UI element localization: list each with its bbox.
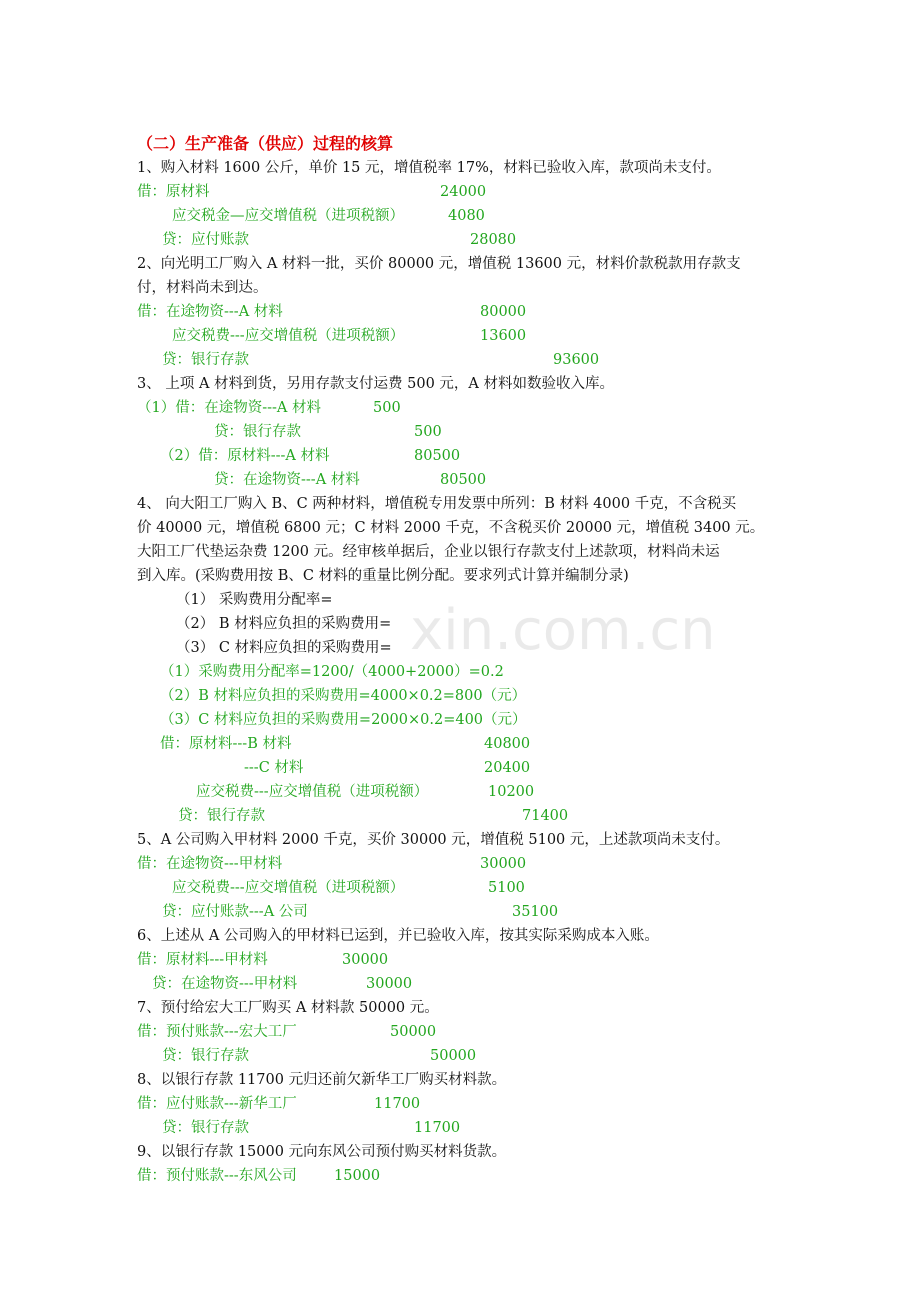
q5-debit-tax-amount: 5100 [488, 880, 525, 896]
q1-debit-account-2: 应交税金—应交增值税（进项税额） [172, 208, 404, 224]
q5-debit-amount: 30000 [480, 856, 527, 872]
q8-debit-amount: 11700 [374, 1096, 421, 1112]
q5-credit-amount: 35100 [512, 904, 559, 920]
q8-debit-account: 借：应付账款---新华工厂 [137, 1096, 297, 1112]
question-2-text-line2: 付，材料尚未到达。 [137, 280, 268, 296]
q1-debit-amount-2: 4080 [448, 208, 485, 224]
q9-debit-amount: 15000 [334, 1168, 381, 1184]
section-title: （二）生产准备（供应）过程的核算 [137, 134, 394, 153]
question-4-text-line2: 价 40000 元，增值税 6800 元；C 材料 2000 千克，不含税买价 20000 元，增值税 3400 元。 [137, 520, 765, 536]
q3-entry-2-credit-amount: 80500 [440, 472, 487, 488]
question-2-text-line1: 2、向光明工厂购入 A 材料一批，买价 80000 元，增值税 13600 元，材料价款税款用存款支 [137, 256, 741, 272]
question-7-text: 7、预付给宏大工厂购买 A 材料款 50000 元。 [137, 1000, 439, 1016]
q2-debit-account-2: 应交税费---应交增值税（进项税额） [172, 328, 405, 344]
q4-subquestion-3: （3） C 材料应负担的采购费用= [176, 640, 392, 656]
question-4-text-line4: 到入库。(采购费用按 B、C 材料的重量比例分配。要求列式计算并编制分录) [137, 568, 629, 584]
q3-entry-2-credit: 贷：在途物资---A 材料 [214, 472, 360, 488]
q2-credit-amount: 93600 [553, 352, 600, 368]
q6-credit-account: 贷：在途物资---甲材料 [152, 976, 298, 992]
q6-debit-amount: 30000 [342, 952, 389, 968]
question-9-text: 9、以银行存款 15000 元向东风公司预付购买材料货款。 [137, 1144, 507, 1160]
q4-calc-2: （2）B 材料应负担的采购费用=4000×0.2=800（元） [160, 688, 527, 704]
q3-entry-1-debit-amount: 500 [373, 400, 401, 416]
q3-entry-1-debit: （1）借：在途物资---A 材料 [137, 400, 322, 416]
q4-debit-tax-amount: 10200 [488, 784, 535, 800]
q2-debit-amount: 80000 [480, 304, 527, 320]
q8-credit-account: 贷：银行存款 [162, 1120, 249, 1136]
q2-debit-account: 借：在途物资---A 材料 [137, 304, 283, 320]
q1-debit-amount: 24000 [440, 184, 487, 200]
q4-subquestion-2: （2） B 材料应负担的采购费用= [176, 616, 392, 632]
q4-debit-account-b: 借：原材料---B 材料 [160, 736, 292, 752]
q5-credit-account: 贷：应付账款---A 公司 [162, 904, 308, 920]
q4-credit-amount: 71400 [522, 808, 569, 824]
q4-calc-1: （1）采购费用分配率=1200/（4000+2000）=0.2 [160, 664, 504, 680]
question-5-text: 5、A 公司购入甲材料 2000 千克，买价 30000 元，增值税 5100 元，上述款项尚未支付。 [137, 832, 730, 848]
watermark: xin.com.cn [410, 598, 716, 663]
q7-debit-account: 借：预付账款---宏大工厂 [137, 1024, 297, 1040]
q5-debit-tax: 应交税费---应交增值税（进项税额） [172, 880, 405, 896]
question-3-text: 3、 上项 A 材料到货，另用存款支付运费 500 元，A 材料如数验收入库。 [137, 376, 614, 392]
question-1-text: 1、购入材料 1600 公斤，单价 15 元，增值税率 17%，材料已验收入库，款项尚未支付。 [137, 160, 721, 176]
q7-credit-amount: 50000 [430, 1048, 477, 1064]
q1-credit-account: 贷：应付账款 [162, 232, 249, 248]
q4-debit-amount-c: 20400 [484, 760, 531, 776]
q4-credit-account: 贷：银行存款 [178, 808, 265, 824]
q1-credit-amount: 28080 [470, 232, 517, 248]
q6-debit-account: 借：原材料---甲材料 [137, 952, 268, 968]
q4-debit-account-c: ---C 材料 [244, 760, 304, 776]
question-6-text: 6、上述从 A 公司购入的甲材料已运到，并已验收入库，按其实际采购成本入账。 [137, 928, 659, 944]
q5-debit-account: 借：在途物资---甲材料 [137, 856, 283, 872]
q4-calc-3: （3）C 材料应负担的采购费用=2000×0.2=400（元） [160, 712, 527, 728]
q9-debit-account: 借：预付账款---东风公司 [137, 1168, 297, 1184]
q2-credit-account: 贷：银行存款 [162, 352, 249, 368]
question-8-text: 8、以银行存款 11700 元归还前欠新华工厂购买材料款。 [137, 1072, 507, 1088]
question-4-text-line1: 4、 向大阳工厂购入 B、C 两种材料，增值税专用发票中所列：B 材料 4000 千克，不含税买 [137, 496, 737, 512]
q7-debit-amount: 50000 [390, 1024, 437, 1040]
q2-debit-amount-2: 13600 [480, 328, 527, 344]
q1-debit-account: 借：原材料 [137, 184, 210, 200]
q3-entry-2-debit: （2）借：原材料---A 材料 [160, 448, 330, 464]
q3-entry-1-credit-amount: 500 [414, 424, 442, 440]
q8-credit-amount: 11700 [414, 1120, 461, 1136]
q3-entry-2-debit-amount: 80500 [414, 448, 461, 464]
q4-debit-amount-b: 40800 [484, 736, 531, 752]
question-4-text-line3: 大阳工厂代垫运杂费 1200 元。经审核单据后，企业以银行存款支付上述款项，材料尚未运 [137, 544, 720, 560]
q7-credit-account: 贷：银行存款 [162, 1048, 249, 1064]
q4-debit-tax: 应交税费---应交增值税（进项税额） [196, 784, 429, 800]
q4-subquestion-1: （1） 采购费用分配率= [176, 592, 333, 608]
q6-credit-amount: 30000 [366, 976, 413, 992]
q3-entry-1-credit: 贷：银行存款 [214, 424, 301, 440]
